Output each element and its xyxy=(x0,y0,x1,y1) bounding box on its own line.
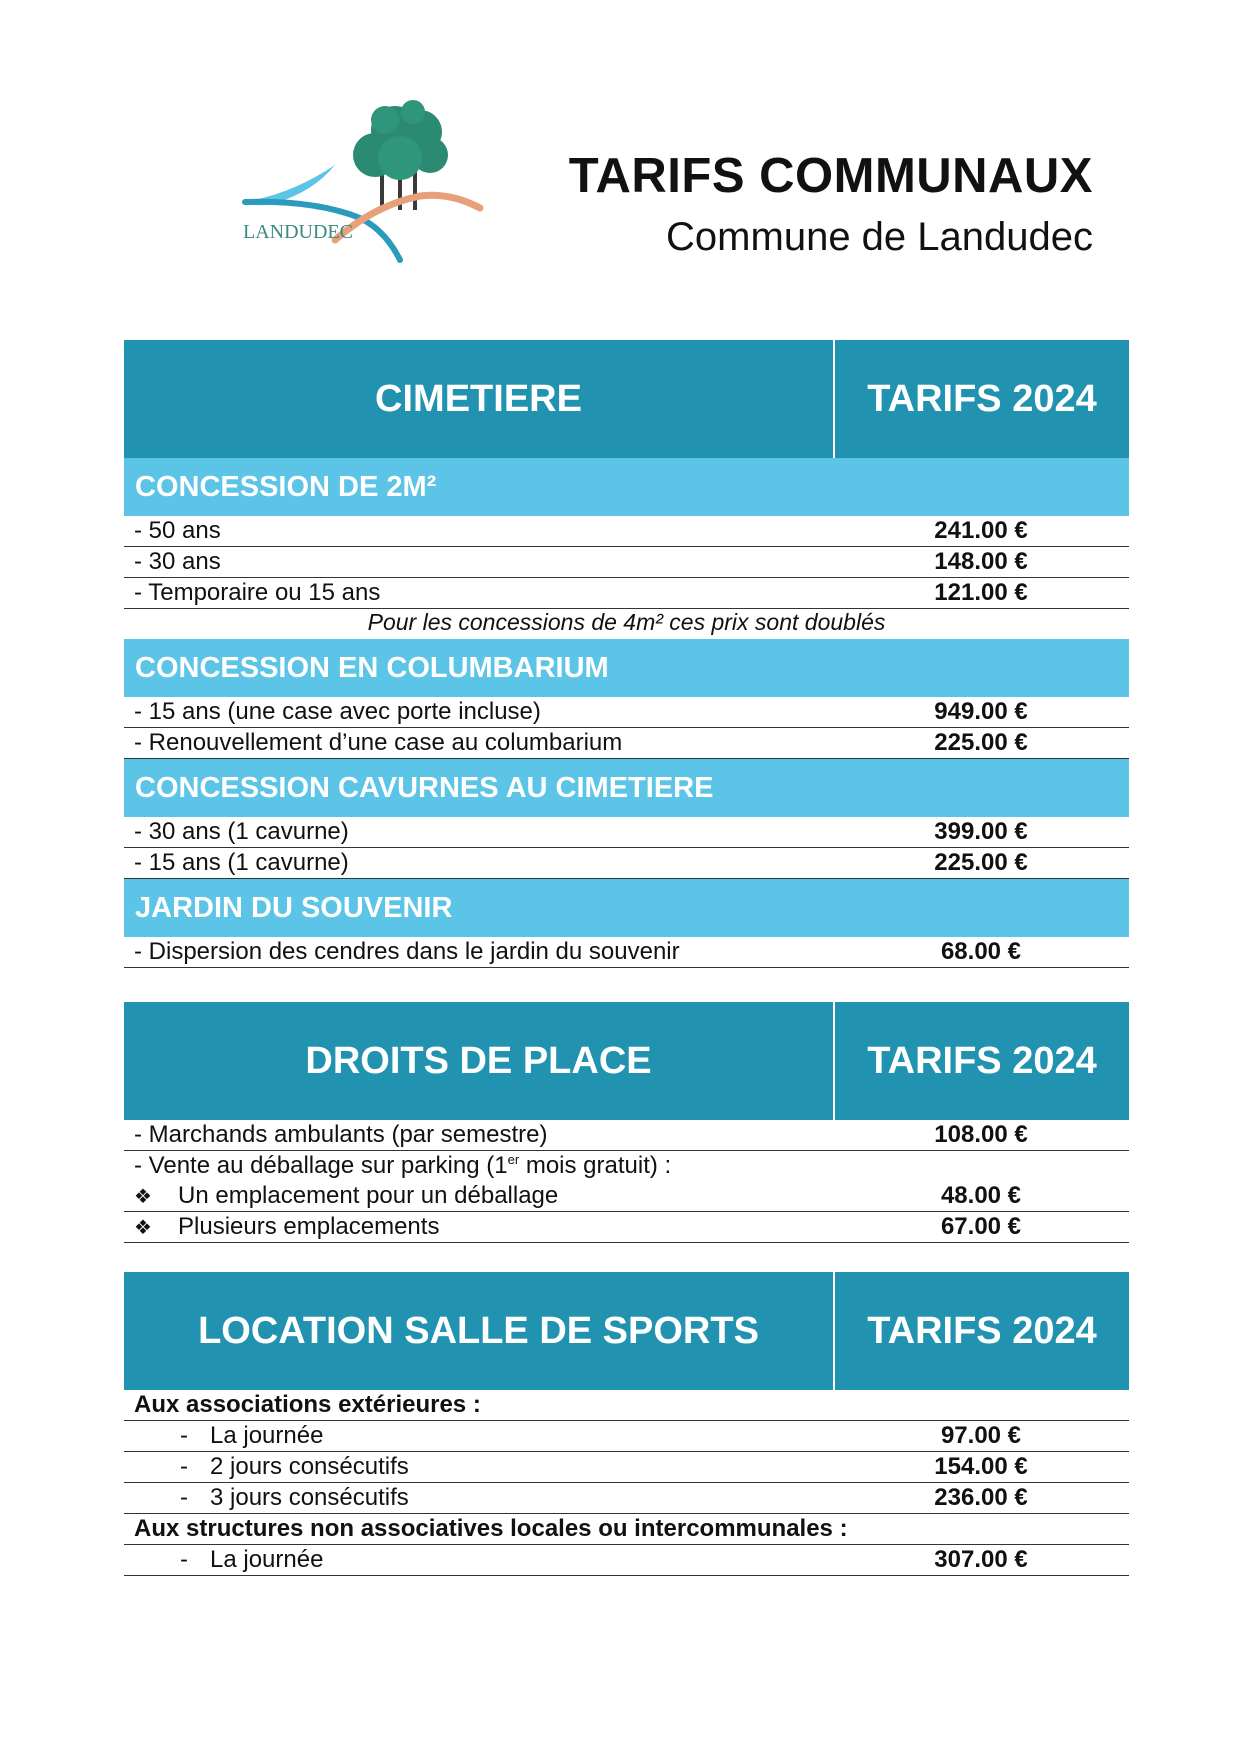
page-title: TARIFS COMMUNAUX xyxy=(568,149,1093,203)
row-price: 241.00 € xyxy=(934,517,1028,544)
item-text: 2 jours consécutifs xyxy=(210,1453,409,1480)
row-description: - 30 ans xyxy=(134,548,221,575)
item-text: La journée xyxy=(210,1422,324,1449)
section-heading: DROITS DE PLACE xyxy=(305,1039,652,1082)
year-heading: TARIFS 2024 xyxy=(867,1309,1097,1352)
row-description: - 15 ans (une case avec porte incluse) xyxy=(134,698,541,725)
table-row xyxy=(124,848,1129,879)
dash-bullet: - xyxy=(180,1546,188,1573)
category-jardin: JARDIN DU SOUVENIR xyxy=(124,879,1129,937)
category-columbarium: CONCESSION EN COLUMBARIUM xyxy=(124,639,1129,697)
title-block xyxy=(569,148,1093,260)
row-price: 225.00 € xyxy=(934,849,1028,876)
item-text: 3 jours consécutifs xyxy=(210,1484,409,1511)
row-description xyxy=(124,1484,833,1512)
row-price: 48.00 € xyxy=(940,1182,1022,1209)
row-description: - 30 ans (1 cavurne) xyxy=(134,818,349,845)
table-row xyxy=(124,1151,1129,1181)
row-description: - Marchands ambulants (par semestre) xyxy=(134,1121,548,1148)
row-price: 148.00 € xyxy=(934,548,1028,575)
row-price: 225.00 € xyxy=(934,729,1028,756)
row-price: 121.00 € xyxy=(934,579,1028,606)
row-price: 68.00 € xyxy=(940,938,1022,965)
diamond-bullet-icon: ❖ xyxy=(134,1217,152,1239)
row-description: - Dispersion des cendres dans le jardin du souvenir xyxy=(134,938,680,965)
row-subheading: Aux structures non associatives locales ou intercommunales : xyxy=(134,1515,848,1542)
table-row xyxy=(124,578,1129,609)
cimetiere-section xyxy=(124,340,1129,968)
vente-sup: er xyxy=(507,1152,520,1167)
page-subtitle: Commune de Landudec xyxy=(666,215,1093,260)
table-row xyxy=(124,547,1129,578)
table-row xyxy=(124,1483,1129,1514)
row-price: 399.00 € xyxy=(934,818,1028,845)
cimetiere-header xyxy=(124,340,1129,458)
row-description xyxy=(124,1453,833,1481)
item-text: Plusieurs emplacements xyxy=(178,1213,440,1240)
table-row xyxy=(124,937,1129,968)
logo-text: LANDUDEC xyxy=(243,221,353,243)
dash-bullet: - xyxy=(180,1484,188,1511)
dash-bullet: - xyxy=(180,1422,188,1449)
vente-text-end: mois gratuit) : xyxy=(519,1152,672,1179)
table-row xyxy=(124,1514,1129,1545)
diamond-bullet-icon: ❖ xyxy=(134,1186,152,1208)
row-description xyxy=(124,1546,833,1574)
table-row xyxy=(124,1181,1129,1212)
row-price: 108.00 € xyxy=(934,1121,1028,1148)
item-text: La journée xyxy=(210,1546,324,1573)
section-heading: CIMETIERE xyxy=(375,377,582,420)
concession-note: Pour les concessions de 4m² ces prix sont doublés xyxy=(367,609,886,635)
row-price: 97.00 € xyxy=(940,1422,1022,1449)
item-text: Un emplacement pour un déballage xyxy=(178,1182,559,1209)
salle-section xyxy=(124,1272,1129,1576)
vente-text: - Vente au déballage sur parking (1 xyxy=(134,1152,508,1179)
row-price: 236.00 € xyxy=(934,1484,1028,1511)
row-price: 67.00 € xyxy=(940,1213,1022,1240)
droits-header xyxy=(124,1002,1129,1120)
table-row xyxy=(124,1120,1129,1151)
table-row xyxy=(124,1390,1129,1421)
row-description xyxy=(124,1422,833,1450)
table-row xyxy=(124,817,1129,848)
year-heading: TARIFS 2024 xyxy=(867,377,1097,420)
landudec-logo xyxy=(235,100,495,280)
row-description: - Renouvellement d’une case au columbarium xyxy=(134,729,623,756)
droits-section xyxy=(124,1002,1129,1243)
row-description xyxy=(124,1182,833,1210)
row-description xyxy=(124,1213,833,1241)
row-description: - 50 ans xyxy=(134,517,221,544)
table-row xyxy=(124,697,1129,728)
row-price: 949.00 € xyxy=(934,698,1028,725)
category-cavurnes: CONCESSION CAVURNES AU CIMETIERE xyxy=(124,759,1129,817)
table-row xyxy=(124,1212,1129,1243)
row-price: 307.00 € xyxy=(934,1546,1028,1573)
salle-header xyxy=(124,1272,1129,1390)
row-description: - Temporaire ou 15 ans xyxy=(134,579,381,606)
row-description xyxy=(124,1152,833,1180)
row-description: - 15 ans (1 cavurne) xyxy=(134,849,349,876)
dash-bullet: - xyxy=(180,1453,188,1480)
row-subheading: Aux associations extérieures : xyxy=(134,1391,481,1418)
table-row xyxy=(124,1421,1129,1452)
table-row xyxy=(124,516,1129,547)
table-row xyxy=(124,728,1129,759)
row-price: 154.00 € xyxy=(934,1453,1028,1480)
section-heading: LOCATION SALLE DE SPORTS xyxy=(198,1309,759,1352)
table-row xyxy=(124,1545,1129,1576)
category-concession-2m2: CONCESSION DE 2M² xyxy=(124,458,1129,516)
table-row xyxy=(124,1452,1129,1483)
year-heading: TARIFS 2024 xyxy=(867,1039,1097,1082)
